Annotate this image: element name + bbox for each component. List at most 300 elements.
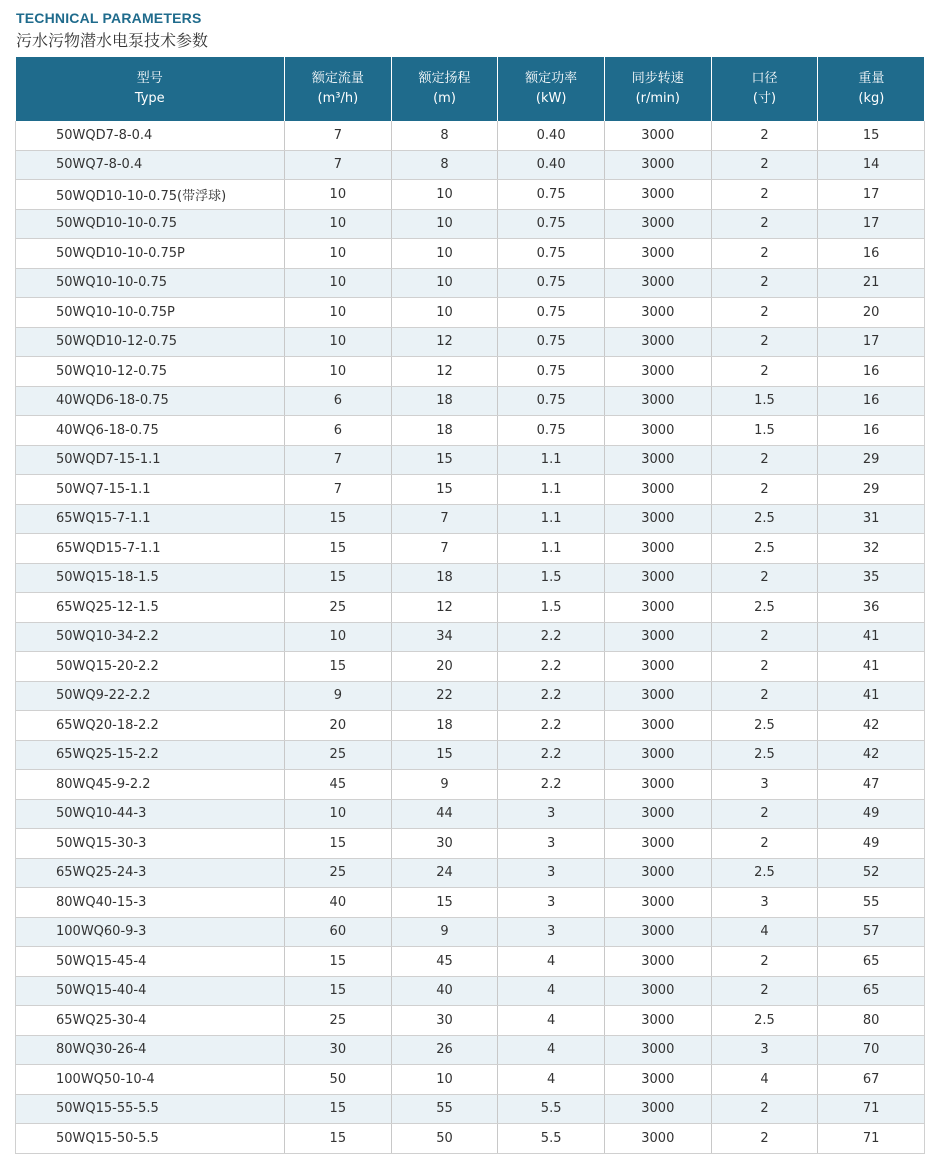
cell-head: 34 — [391, 622, 498, 652]
cell-power: 0.75 — [498, 239, 605, 269]
table-row — [16, 711, 925, 741]
table-row — [16, 829, 925, 859]
cell-power: 2.2 — [498, 770, 605, 800]
cell-type: 50WQD7-15-1.1 — [16, 445, 285, 475]
cell-weight: 36 — [818, 593, 925, 623]
cell-speed: 3000 — [604, 534, 711, 564]
header-flow-en: (m³/h) — [317, 91, 359, 106]
cell-flow: 15 — [285, 976, 392, 1006]
cell-weight: 35 — [818, 563, 925, 593]
cell-flow: 9 — [285, 681, 392, 711]
cell-head: 10 — [391, 268, 498, 298]
cell-weight: 20 — [818, 298, 925, 328]
cell-type: 50WQD10-12-0.75 — [16, 327, 285, 357]
cell-speed: 3000 — [604, 740, 711, 770]
cell-weight: 47 — [818, 770, 925, 800]
table-header — [16, 57, 925, 121]
cell-weight: 17 — [818, 209, 925, 239]
cell-flow: 6 — [285, 416, 392, 446]
cell-weight: 71 — [818, 1124, 925, 1154]
cell-type: 50WQD10-10-0.75(带浮球) — [16, 180, 285, 210]
cell-type: 50WQ15-20-2.2 — [16, 652, 285, 682]
cell-speed: 3000 — [604, 180, 711, 210]
cell-speed: 3000 — [604, 386, 711, 416]
header-flow — [285, 57, 392, 121]
cell-flow: 20 — [285, 711, 392, 741]
cell-power: 3 — [498, 799, 605, 829]
cell-weight: 49 — [818, 799, 925, 829]
cell-speed: 3000 — [604, 593, 711, 623]
cell-type: 65WQ15-7-1.1 — [16, 504, 285, 534]
cell-caliber: 2.5 — [711, 711, 818, 741]
header-speed — [604, 57, 711, 121]
cell-power: 2.2 — [498, 652, 605, 682]
cell-weight: 15 — [818, 121, 925, 150]
cell-head: 22 — [391, 681, 498, 711]
cell-speed: 3000 — [604, 681, 711, 711]
cell-type: 65WQ25-30-4 — [16, 1006, 285, 1036]
cell-speed: 3000 — [604, 357, 711, 387]
cell-power: 0.75 — [498, 327, 605, 357]
table-row — [16, 327, 925, 357]
cell-head: 10 — [391, 180, 498, 210]
cell-weight: 57 — [818, 917, 925, 947]
cell-weight: 80 — [818, 1006, 925, 1036]
cell-power: 1.1 — [498, 504, 605, 534]
cell-caliber: 2 — [711, 681, 818, 711]
page-title: TECHNICAL PARAMETERS — [16, 10, 202, 26]
cell-weight: 65 — [818, 976, 925, 1006]
cell-caliber: 2.5 — [711, 534, 818, 564]
cell-weight: 52 — [818, 858, 925, 888]
cell-caliber: 2 — [711, 150, 818, 180]
cell-power: 2.2 — [498, 711, 605, 741]
cell-weight: 65 — [818, 947, 925, 977]
cell-flow: 25 — [285, 858, 392, 888]
page-subtitle: 污水污物潜水电泵技术参数 — [16, 31, 209, 50]
cell-head: 7 — [391, 504, 498, 534]
cell-head: 18 — [391, 711, 498, 741]
cell-speed: 3000 — [604, 416, 711, 446]
cell-speed: 3000 — [604, 563, 711, 593]
cell-caliber: 2 — [711, 327, 818, 357]
table-row — [16, 180, 925, 210]
table-row — [16, 1124, 925, 1154]
cell-power: 3 — [498, 888, 605, 918]
cell-caliber: 3 — [711, 1035, 818, 1065]
header-head-cn: 额定扬程 — [418, 71, 471, 86]
cell-head: 7 — [391, 534, 498, 564]
header-head — [391, 57, 498, 121]
cell-flow: 10 — [285, 239, 392, 269]
cell-caliber: 2 — [711, 563, 818, 593]
cell-flow: 15 — [285, 947, 392, 977]
cell-caliber: 1.5 — [711, 386, 818, 416]
header-caliber — [711, 57, 818, 121]
cell-type: 50WQ10-44-3 — [16, 799, 285, 829]
cell-type: 50WQ15-45-4 — [16, 947, 285, 977]
cell-weight: 49 — [818, 829, 925, 859]
cell-flow: 25 — [285, 1006, 392, 1036]
cell-speed: 3000 — [604, 1124, 711, 1154]
cell-head: 10 — [391, 239, 498, 269]
cell-head: 30 — [391, 829, 498, 859]
cell-head: 12 — [391, 593, 498, 623]
cell-power: 5.5 — [498, 1094, 605, 1124]
table-row — [16, 416, 925, 446]
cell-flow: 45 — [285, 770, 392, 800]
cell-type: 50WQ9-22-2.2 — [16, 681, 285, 711]
table-row — [16, 976, 925, 1006]
cell-power: 2.2 — [498, 622, 605, 652]
cell-caliber: 2 — [711, 445, 818, 475]
cell-type: 65WQ25-12-1.5 — [16, 593, 285, 623]
cell-power: 0.75 — [498, 298, 605, 328]
cell-head: 15 — [391, 888, 498, 918]
cell-head: 9 — [391, 917, 498, 947]
table-row — [16, 121, 925, 150]
cell-type: 50WQ15-30-3 — [16, 829, 285, 859]
table-row — [16, 1006, 925, 1036]
table-row — [16, 770, 925, 800]
cell-caliber: 1.5 — [711, 416, 818, 446]
cell-speed: 3000 — [604, 770, 711, 800]
cell-speed: 3000 — [604, 652, 711, 682]
cell-caliber: 2.5 — [711, 1006, 818, 1036]
cell-caliber: 2.5 — [711, 593, 818, 623]
cell-flow: 15 — [285, 1094, 392, 1124]
table-row — [16, 504, 925, 534]
cell-flow: 15 — [285, 563, 392, 593]
cell-speed: 3000 — [604, 475, 711, 505]
cell-head: 15 — [391, 445, 498, 475]
cell-power: 0.75 — [498, 209, 605, 239]
table-row — [16, 858, 925, 888]
cell-flow: 10 — [285, 799, 392, 829]
header-power-en: (kW) — [535, 91, 567, 106]
cell-weight: 71 — [818, 1094, 925, 1124]
cell-power: 4 — [498, 1006, 605, 1036]
cell-head: 45 — [391, 947, 498, 977]
cell-caliber: 4 — [711, 1065, 818, 1095]
cell-caliber: 2 — [711, 268, 818, 298]
table-row — [16, 1065, 925, 1095]
table-row — [16, 239, 925, 269]
cell-head: 20 — [391, 652, 498, 682]
cell-power: 4 — [498, 976, 605, 1006]
header-flow-cn: 额定流量 — [311, 71, 364, 86]
cell-power: 1.1 — [498, 534, 605, 564]
table-row — [16, 563, 925, 593]
cell-type: 65WQ25-24-3 — [16, 858, 285, 888]
cell-caliber: 2 — [711, 1124, 818, 1154]
table-row — [16, 947, 925, 977]
cell-type: 50WQD10-10-0.75 — [16, 209, 285, 239]
cell-flow: 10 — [285, 298, 392, 328]
cell-type: 100WQ50-10-4 — [16, 1065, 285, 1095]
cell-type: 80WQ30-26-4 — [16, 1035, 285, 1065]
cell-power: 0.40 — [498, 121, 605, 150]
table-row — [16, 681, 925, 711]
technical-parameters-table — [15, 57, 925, 1154]
cell-power: 4 — [498, 947, 605, 977]
cell-caliber: 2 — [711, 799, 818, 829]
cell-speed: 3000 — [604, 829, 711, 859]
cell-caliber: 4 — [711, 917, 818, 947]
cell-head: 9 — [391, 770, 498, 800]
cell-speed: 3000 — [604, 298, 711, 328]
cell-type: 65WQD15-7-1.1 — [16, 534, 285, 564]
cell-flow: 10 — [285, 209, 392, 239]
cell-type: 40WQ6-18-0.75 — [16, 416, 285, 446]
cell-caliber: 3 — [711, 888, 818, 918]
cell-caliber: 2 — [711, 976, 818, 1006]
header-type-cn: 型号 — [136, 71, 163, 86]
cell-power: 4 — [498, 1035, 605, 1065]
cell-head: 40 — [391, 976, 498, 1006]
table-row — [16, 917, 925, 947]
cell-type: 65WQ20-18-2.2 — [16, 711, 285, 741]
cell-weight: 41 — [818, 652, 925, 682]
table-row — [16, 799, 925, 829]
table-row — [16, 209, 925, 239]
cell-type: 50WQ10-10-0.75P — [16, 298, 285, 328]
header-caliber-cn: 口径 — [751, 71, 778, 86]
cell-speed: 3000 — [604, 504, 711, 534]
cell-weight: 42 — [818, 740, 925, 770]
cell-weight: 42 — [818, 711, 925, 741]
cell-weight: 17 — [818, 180, 925, 210]
table-row — [16, 1094, 925, 1124]
cell-caliber: 2 — [711, 121, 818, 150]
cell-type: 40WQD6-18-0.75 — [16, 386, 285, 416]
cell-power: 3 — [498, 829, 605, 859]
cell-caliber: 2 — [711, 180, 818, 210]
cell-type: 80WQ45-9-2.2 — [16, 770, 285, 800]
header-head-en: (m) — [433, 91, 456, 106]
cell-flow: 30 — [285, 1035, 392, 1065]
cell-flow: 15 — [285, 1124, 392, 1154]
cell-power: 5.5 — [498, 1124, 605, 1154]
cell-type: 50WQ15-55-5.5 — [16, 1094, 285, 1124]
cell-speed: 3000 — [604, 858, 711, 888]
cell-type: 50WQD7-8-0.4 — [16, 121, 285, 150]
cell-speed: 3000 — [604, 1065, 711, 1095]
cell-head: 26 — [391, 1035, 498, 1065]
cell-speed: 3000 — [604, 268, 711, 298]
table-row — [16, 593, 925, 623]
cell-flow: 10 — [285, 268, 392, 298]
cell-speed: 3000 — [604, 947, 711, 977]
cell-weight: 14 — [818, 150, 925, 180]
cell-caliber: 2 — [711, 239, 818, 269]
cell-weight: 41 — [818, 622, 925, 652]
cell-speed: 3000 — [604, 150, 711, 180]
cell-head: 55 — [391, 1094, 498, 1124]
cell-speed: 3000 — [604, 799, 711, 829]
cell-caliber: 2 — [711, 298, 818, 328]
cell-weight: 17 — [818, 327, 925, 357]
header-caliber-en: (寸) — [752, 91, 777, 106]
header-power — [498, 57, 605, 121]
cell-type: 50WQ15-40-4 — [16, 976, 285, 1006]
table-row — [16, 534, 925, 564]
cell-flow: 15 — [285, 534, 392, 564]
cell-head: 24 — [391, 858, 498, 888]
cell-speed: 3000 — [604, 1094, 711, 1124]
cell-speed: 3000 — [604, 1006, 711, 1036]
cell-weight: 21 — [818, 268, 925, 298]
cell-weight: 31 — [818, 504, 925, 534]
cell-speed: 3000 — [604, 239, 711, 269]
cell-speed: 3000 — [604, 711, 711, 741]
cell-type: 100WQ60-9-3 — [16, 917, 285, 947]
cell-speed: 3000 — [604, 888, 711, 918]
cell-flow: 60 — [285, 917, 392, 947]
table-row — [16, 888, 925, 918]
cell-head: 10 — [391, 298, 498, 328]
cell-caliber: 2 — [711, 357, 818, 387]
cell-head: 18 — [391, 563, 498, 593]
table-row — [16, 1035, 925, 1065]
cell-power: 1.1 — [498, 445, 605, 475]
cell-power: 2.2 — [498, 681, 605, 711]
cell-head: 30 — [391, 1006, 498, 1036]
cell-head: 15 — [391, 740, 498, 770]
cell-caliber: 2 — [711, 209, 818, 239]
table-row — [16, 268, 925, 298]
cell-head: 10 — [391, 209, 498, 239]
cell-power: 3 — [498, 858, 605, 888]
cell-caliber: 3 — [711, 770, 818, 800]
table-row — [16, 150, 925, 180]
cell-power: 4 — [498, 1065, 605, 1095]
table-row — [16, 740, 925, 770]
cell-head: 18 — [391, 416, 498, 446]
cell-power: 1.5 — [498, 593, 605, 623]
cell-flow: 10 — [285, 622, 392, 652]
cell-type: 50WQD10-10-0.75P — [16, 239, 285, 269]
cell-weight: 16 — [818, 239, 925, 269]
cell-speed: 3000 — [604, 445, 711, 475]
cell-weight: 55 — [818, 888, 925, 918]
cell-weight: 41 — [818, 681, 925, 711]
header-power-cn: 额定功率 — [525, 71, 578, 86]
cell-flow: 15 — [285, 504, 392, 534]
table-row — [16, 298, 925, 328]
cell-head: 12 — [391, 327, 498, 357]
cell-speed: 3000 — [604, 622, 711, 652]
cell-flow: 7 — [285, 445, 392, 475]
cell-weight: 29 — [818, 445, 925, 475]
cell-head: 8 — [391, 121, 498, 150]
cell-head: 10 — [391, 1065, 498, 1095]
cell-speed: 3000 — [604, 327, 711, 357]
cell-flow: 25 — [285, 740, 392, 770]
cell-caliber: 2 — [711, 652, 818, 682]
cell-flow: 10 — [285, 327, 392, 357]
cell-weight: 16 — [818, 386, 925, 416]
cell-weight: 29 — [818, 475, 925, 505]
cell-caliber: 2 — [711, 1094, 818, 1124]
cell-caliber: 2 — [711, 947, 818, 977]
cell-flow: 15 — [285, 652, 392, 682]
cell-flow: 40 — [285, 888, 392, 918]
cell-power: 1.1 — [498, 475, 605, 505]
cell-power: 1.5 — [498, 563, 605, 593]
cell-flow: 15 — [285, 829, 392, 859]
table-row — [16, 357, 925, 387]
cell-weight: 67 — [818, 1065, 925, 1095]
table-row — [16, 475, 925, 505]
cell-speed: 3000 — [604, 209, 711, 239]
cell-type: 50WQ7-15-1.1 — [16, 475, 285, 505]
cell-speed: 3000 — [604, 976, 711, 1006]
cell-head: 50 — [391, 1124, 498, 1154]
cell-power: 0.75 — [498, 386, 605, 416]
cell-head: 44 — [391, 799, 498, 829]
header-weight — [818, 57, 925, 121]
cell-power: 0.75 — [498, 268, 605, 298]
cell-weight: 16 — [818, 416, 925, 446]
cell-type: 50WQ10-10-0.75 — [16, 268, 285, 298]
header-weight-cn: 重量 — [858, 71, 885, 86]
header-speed-en: (r/min) — [635, 91, 680, 106]
cell-caliber: 2.5 — [711, 858, 818, 888]
cell-power: 2.2 — [498, 740, 605, 770]
header-type — [16, 57, 285, 121]
cell-type: 50WQ7-8-0.4 — [16, 150, 285, 180]
header-type-en: Type — [134, 91, 165, 106]
cell-flow: 10 — [285, 357, 392, 387]
cell-flow: 7 — [285, 121, 392, 150]
cell-weight: 70 — [818, 1035, 925, 1065]
cell-caliber: 2.5 — [711, 740, 818, 770]
cell-type: 65WQ25-15-2.2 — [16, 740, 285, 770]
table-row — [16, 386, 925, 416]
cell-caliber: 2 — [711, 829, 818, 859]
cell-flow: 10 — [285, 180, 392, 210]
cell-power: 0.75 — [498, 180, 605, 210]
cell-type: 50WQ10-34-2.2 — [16, 622, 285, 652]
cell-head: 8 — [391, 150, 498, 180]
cell-flow: 7 — [285, 475, 392, 505]
cell-caliber: 2.5 — [711, 504, 818, 534]
cell-power: 0.75 — [498, 357, 605, 387]
cell-flow: 25 — [285, 593, 392, 623]
table-row — [16, 652, 925, 682]
header-weight-en: (kg) — [858, 91, 885, 106]
cell-caliber: 2 — [711, 622, 818, 652]
cell-type: 50WQ15-50-5.5 — [16, 1124, 285, 1154]
header-row — [16, 57, 925, 121]
header-speed-cn: 同步转速 — [631, 71, 684, 86]
table-row — [16, 622, 925, 652]
cell-speed: 3000 — [604, 917, 711, 947]
cell-head: 18 — [391, 386, 498, 416]
cell-speed: 3000 — [604, 121, 711, 150]
cell-head: 12 — [391, 357, 498, 387]
cell-type: 80WQ40-15-3 — [16, 888, 285, 918]
cell-speed: 3000 — [604, 1035, 711, 1065]
cell-caliber: 2 — [711, 475, 818, 505]
cell-power: 0.40 — [498, 150, 605, 180]
cell-weight: 32 — [818, 534, 925, 564]
cell-head: 15 — [391, 475, 498, 505]
cell-flow: 6 — [285, 386, 392, 416]
table-body — [16, 121, 925, 1153]
cell-flow: 50 — [285, 1065, 392, 1095]
